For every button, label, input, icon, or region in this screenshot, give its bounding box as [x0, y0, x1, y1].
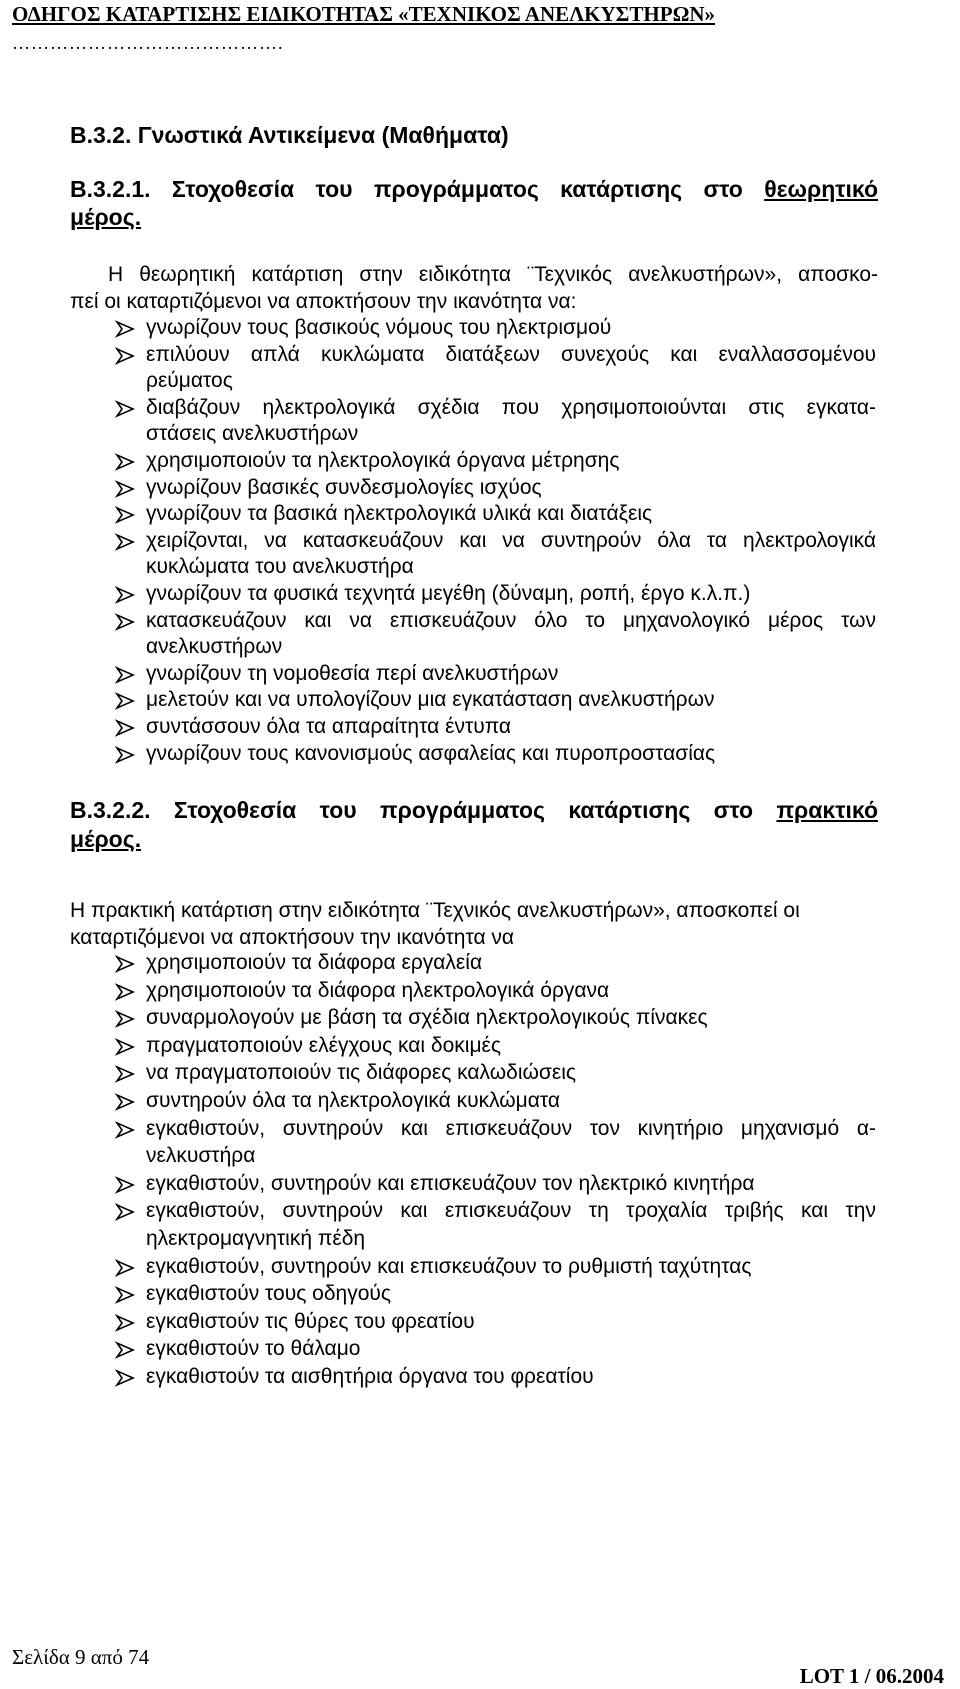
theory-intro-line1: Η θεωρητική κατάρτιση στην ειδικότητα ¨Τεχνικός ανελκυστήρων», αποσκο- [108, 263, 878, 286]
list-item-text: πραγματοποιούν ελέγχους και δοκιμές [146, 1033, 502, 1057]
list-item-text: εγκαθιστούν, συντηρούν και επισκευάζουν τον κινητήριο μηχανισμό α- [146, 1116, 876, 1140]
list-item-text: γνωρίζουν τη νομοθεσία περί ανελκυστήρων [146, 661, 559, 685]
practice-heading-prefix: Β.3.2.2. Στοχοθεσία του προγράμματος κατάρτισης στο [70, 797, 754, 823]
header-dotted-line: ……………………………………. [12, 33, 284, 53]
practice-heading [70, 797, 878, 824]
list-item-text: ρεύματος [146, 369, 233, 393]
list-item-text: κυκλώματα του ανελκυστήρα [146, 555, 414, 579]
arrowhead-bullet-icon [114, 1119, 136, 1141]
arrowhead-bullet-icon [114, 504, 136, 526]
list-item-text: συντηρούν όλα τα ηλεκτρολογικά κυκλώματα [146, 1089, 561, 1112]
arrowhead-bullet-icon [114, 1008, 136, 1030]
list-item-text: συναρμολογούν με βάση τα σχέδια ηλεκτρολογικούς πίνακες [146, 1006, 708, 1030]
list-item-text: εγκαθιστούν, συντηρούν και επισκευάζουν τη τροχαλία τριβής και την [146, 1199, 876, 1223]
list-item-text: νελκυστήρα [146, 1144, 256, 1168]
theory-heading-line2: μέρος. [70, 204, 142, 230]
list-item-text: χρησιμοποιούν τα ηλεκτρολογικά όργανα μέτρησης [146, 449, 620, 472]
list-item-text: γνωρίζουν τους βασικούς νόμους του ηλεκτρισμού [146, 316, 612, 339]
list-item-text: εγκαθιστούν το θάλαμο [146, 1337, 361, 1361]
theory-heading [70, 176, 878, 203]
arrowhead-bullet-icon [114, 953, 136, 975]
arrowhead-bullet-icon [114, 1339, 136, 1361]
arrowhead-bullet-icon [114, 345, 136, 367]
arrowhead-bullet-icon [114, 690, 136, 712]
arrowhead-bullet-icon [114, 1284, 136, 1306]
list-item-text: χειρίζονται, να κατασκευάζουν και να συντηρούν όλα τα ηλεκτρολογικά [146, 528, 876, 552]
theory-heading-prefix: Β.3.2.1. Στοχοθεσία του προγράμματος κατάρτισης στο [70, 176, 743, 202]
arrowhead-bullet-icon [114, 664, 136, 686]
arrowhead-bullet-icon [114, 981, 136, 1003]
list-item-text: χρησιμοποιούν τα διάφορα ηλεκτρολογικά όργανα [146, 978, 610, 1002]
list-item-text: να πραγματοποιούν τις διάφορες καλωδιώσεις [146, 1061, 576, 1085]
arrowhead-bullet-icon [114, 1367, 136, 1389]
list-item-text: στάσεις ανελκυστήρων [146, 422, 359, 446]
list-item-text: γνωρίζουν τα φυσικά τεχνητά μεγέθη (δύναμη, ροπή, έργο κ.λ.π.) [146, 582, 751, 605]
arrowhead-bullet-icon [114, 611, 136, 633]
practice-intro-line1: Η πρακτική κατάρτιση στην ειδικότητα ¨Τεχνικός ανελκυστήρων», αποσκοπεί οι [70, 899, 800, 922]
list-item-text: γνωρίζουν τους κανονισμούς ασφαλείας και πυροπροστασίας [146, 741, 716, 765]
list-item-text: γνωρίζουν τα βασικά ηλεκτρολογικά υλικά και διατάξεις [146, 502, 653, 526]
arrowhead-bullet-icon [114, 744, 136, 766]
arrowhead-bullet-icon [114, 584, 136, 606]
list-item-text: επιλύουν απλά κυκλώματα διατάξεων συνεχούς και εναλλασσομένου [146, 342, 876, 366]
document-code: LOT 1 / 06.2004 [799, 1664, 944, 1688]
arrowhead-bullet-icon [114, 1257, 136, 1279]
list-item-text: εγκαθιστούν τις θύρες του φρεατίου [146, 1309, 475, 1333]
arrowhead-bullet-icon [114, 1174, 136, 1196]
arrowhead-bullet-icon [114, 1201, 136, 1223]
document-header-title: ΟΔΗΓΟΣ ΚΑΤΑΡΤΙΣΗΣ ΕΙΔΙΚΟΤΗΤΑΣ «ΤΕΧΝΙΚΟΣ ΑΝΕΛΚΥΣΤΗΡΩΝ» [12, 2, 716, 26]
arrowhead-bullet-icon [114, 531, 136, 553]
arrowhead-bullet-icon [114, 478, 136, 500]
list-item-text: χρησιμοποιούν τα διάφορα εργαλεία [146, 951, 483, 974]
arrowhead-bullet-icon [114, 1091, 136, 1113]
arrowhead-bullet-icon [114, 318, 136, 340]
arrowhead-bullet-icon [114, 1312, 136, 1334]
list-item-text: ηλεκτρομαγνητική πέδη [146, 1226, 366, 1250]
list-item-text: εγκαθιστούν τα αισθητήρια όργανα του φρεατίου [146, 1365, 594, 1388]
practice-heading-line2: μέρος. [70, 826, 142, 852]
arrowhead-bullet-icon [114, 451, 136, 473]
list-item-text: διαβάζουν ηλεκτρολογικά σχέδια που χρησιμοποιούνται στις εγκατα- [146, 395, 876, 419]
practice-heading-underlined: πρακτικό [776, 797, 879, 823]
arrowhead-bullet-icon [114, 717, 136, 739]
list-item-text: ανελκυστήρων [146, 635, 283, 659]
practice-intro-line2: καταρτιζόμενοι να αποκτήσουν την ικανότητα να [70, 926, 515, 949]
arrowhead-bullet-icon [114, 1036, 136, 1058]
arrowhead-bullet-icon [114, 1063, 136, 1085]
page-number: Σελίδα 9 από 74 [12, 1645, 150, 1669]
list-item-text: εγκαθιστούν, συντηρούν και επισκευάζουν το ρυθμιστή ταχύτητας [146, 1254, 752, 1278]
list-item-text: μελετούν και να υπολογίζουν μια εγκατάσταση ανελκυστήρων [146, 688, 715, 712]
list-item-text: συντάσσουν όλα τα απαραίτητα έντυπα [146, 715, 512, 738]
arrowhead-bullet-icon [114, 398, 136, 420]
list-item-text: εγκαθιστούν, συντηρούν και επισκευάζουν τον ηλεκτρικό κινητήρα [146, 1171, 755, 1195]
section-title: Β.3.2. Γνωστικά Αντικείμενα (Μαθήματα) [70, 122, 509, 148]
list-item-text: κατασκευάζουν και να επισκευάζουν όλο το μηχανολογικό μέρος των [146, 608, 876, 632]
list-item-text: εγκαθιστούν τους οδηγούς [146, 1282, 391, 1306]
theory-intro-line2: πεί οι καταρτιζόμενοι να αποκτήσουν την ικανότητα να: [70, 290, 577, 313]
list-item-text: γνωρίζουν βασικές συνδεσμολογίες ισχύος [146, 475, 542, 499]
theory-heading-underlined: θεωρητικό [764, 176, 879, 202]
